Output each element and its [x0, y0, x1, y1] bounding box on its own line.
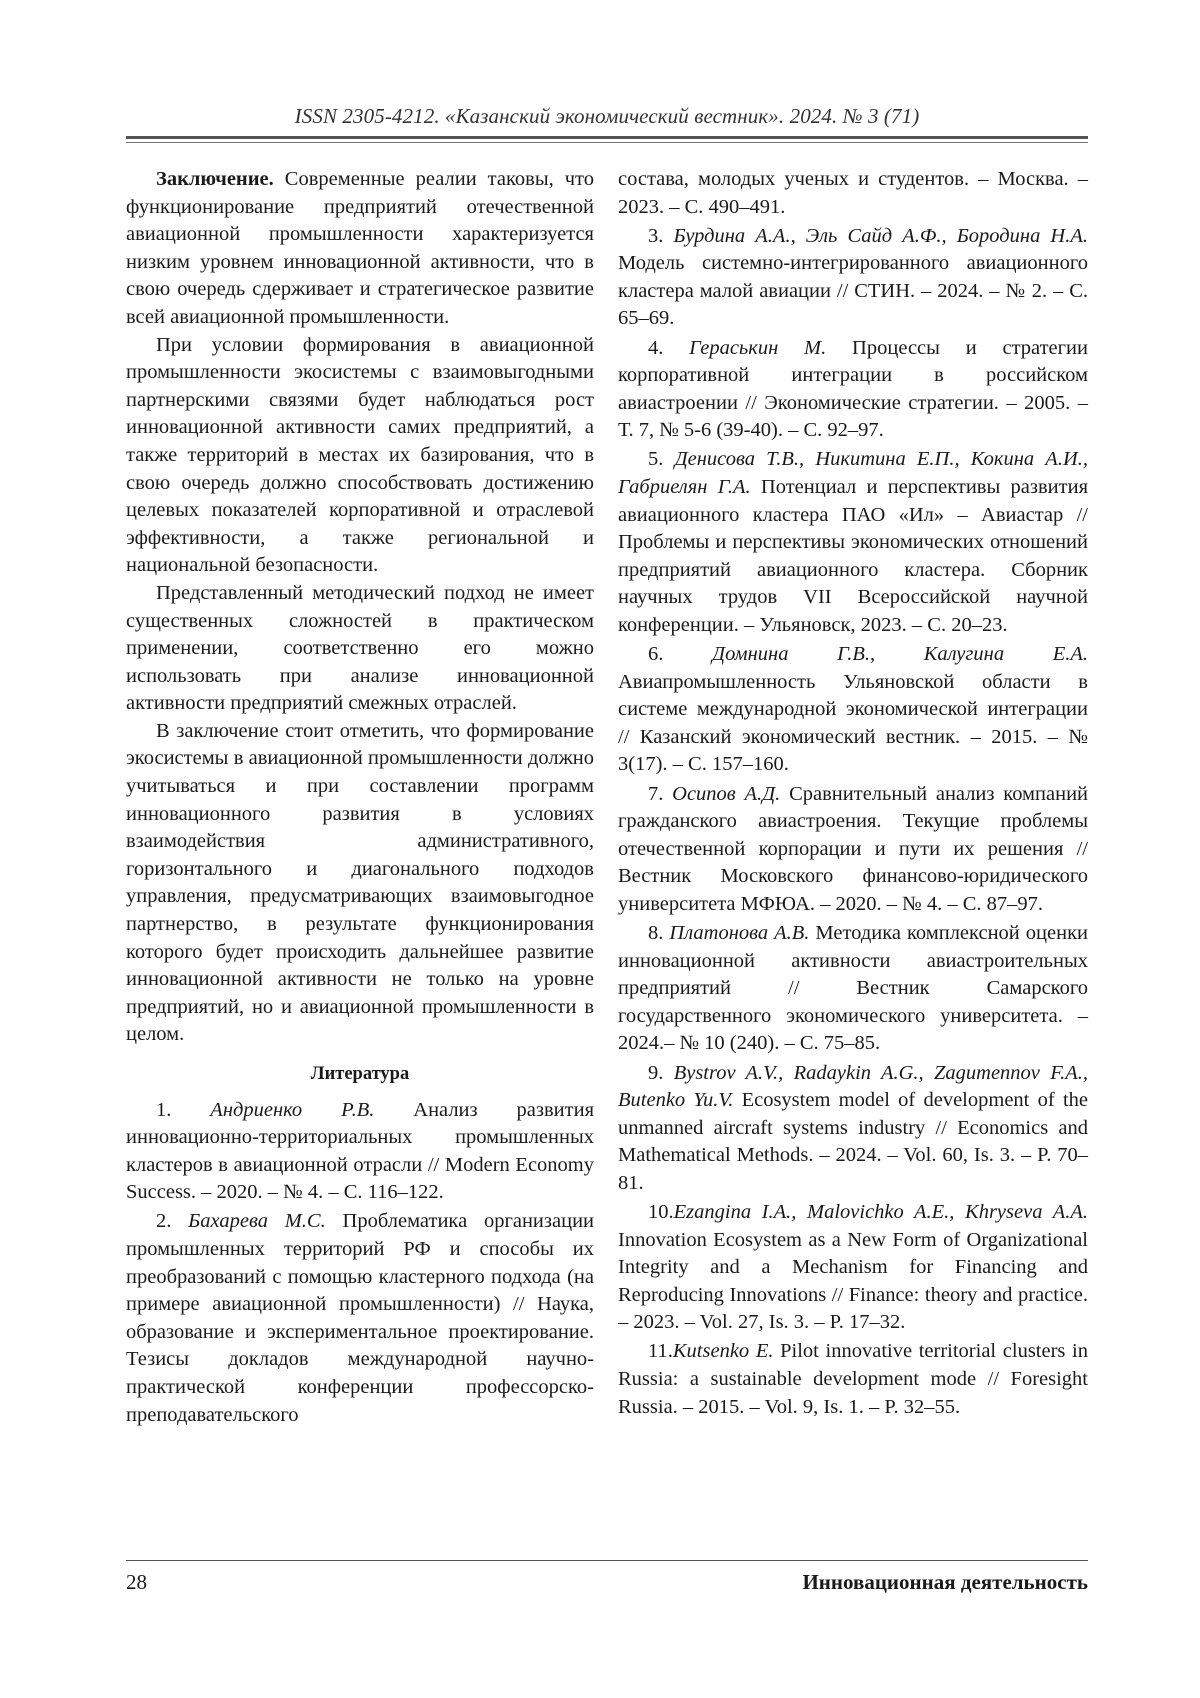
reference-text: Авиапромышленность Ульяновской области в системе международной экономической интеграции // Казанский экономический вестник. – 2015. – № 3(17). – С. 157–160.: [618, 670, 1088, 776]
reference-number: 9.: [648, 1061, 674, 1084]
reference-9: [618, 1060, 1088, 1198]
reference-text: Потенциал и перспективы развития авиационного кластера ПАО «Ил» – Авиастар // Проблемы и перспективы экономических отношений предприятий авиационного кластера. Сборник научных трудов VII Всероссийской научной конференции. – Ульяновск, 2023. – С. 20–23.: [618, 476, 1088, 636]
reference-authors: Осипов А.Д.: [672, 782, 781, 805]
left-column: [126, 166, 594, 1431]
reference-text: Innovation Ecosystem as a New Form of Organizational Integrity and a Mechanism for Financing and Reproducing Innovations // Finance: theory and practice. – 2023. – Vol. 27, Is. 3. – P. 17–32.: [618, 1228, 1088, 1334]
reference-number: 6.: [648, 643, 713, 666]
reference-text: Pilot innovative territorial clusters in Russia: a sustainable development mode // Foresight Russia. – 2015. – Vol. 9, Is. 1. – P. 32–55.: [618, 1340, 1088, 1418]
reference-2-continuation: состава, молодых ученых и студентов. – Москва. – 2023. – С. 490–491.: [618, 168, 1088, 218]
reference-authors: Bystrov A.V., Radaykin A.G., Zagumennov F.A., Butenko Yu.V.: [618, 1061, 1088, 1112]
reference-text: Проблематика организации промышленных территорий РФ и способы их преобразований с помощью кластерного подхода (на примере авиационной промышленности) // Наука, образование и экспериментальное проектирование. Тезисы докладов международной научно-практической конференции профессорско-преподавательского: [126, 1210, 595, 1426]
reference-7: [618, 781, 1088, 919]
reference-authors: Бурдина А.А., Эль Сайд А.Ф., Бородина Н.А.: [673, 224, 1089, 247]
header-rule-thick: [126, 136, 1088, 139]
reference-authors: Ezangina I.A., Malovichko A.E., Khryseva A.A.: [673, 1200, 1088, 1223]
reference-6: [618, 641, 1088, 779]
reference-number: 8.: [648, 922, 670, 945]
reference-number: 5.: [648, 448, 675, 471]
references-heading: Литература: [310, 1064, 410, 1084]
reference-10: [618, 1199, 1088, 1337]
reference-number: 11.: [648, 1340, 673, 1363]
reference-3: [618, 223, 1088, 333]
conclusion-lead: Заключение.: [156, 168, 274, 190]
reference-text: Ecosystem model of development of the unmanned aircraft systems industry // Economics and Mathematical Methods. – 2024. – Vol. 60, Is. 3. – P. 70–81.: [618, 1089, 1088, 1194]
section-title: Инновационная деятельность: [802, 1570, 1088, 1594]
reference-number: 7.: [648, 782, 673, 805]
reference-8: [618, 920, 1088, 1058]
reference-text: Методика комплексной оценки инновационной активности авиастроительных предприятий // Вестник Самарского государственного экономического университета. – 2024.– № 10 (240). – С. 75–85.: [618, 922, 1088, 1055]
reference-text: Анализ развития инновационно-территориальных промышленных кластеров в авиационной отрасли // Modern Economy Success. – 2020. – № 4. – С. 116–122.: [126, 1098, 595, 1204]
reference-authors: Денисова Т.В., Никитина Е.П., Кокина А.И., Габриелян Г.А.: [618, 448, 1089, 499]
reference-number: 10.: [648, 1200, 674, 1223]
page-number: 28: [126, 1570, 147, 1594]
reference-text: Процессы и стратегии корпоративной интеграции в российском авиастроении // Экономические стратегии. – 2005. – Т. 7, № 5-6 (39-40). – С. 92–97.: [618, 336, 1088, 442]
reference-11: [618, 1338, 1088, 1421]
reference-number: 4.: [648, 336, 690, 359]
reference-authors: Андриенко Р.В.: [210, 1098, 375, 1121]
conclusion-paragraph-3: Представленный методический подход не имеет существенных сложностей в практическом применении, соответственно его можно использовать при анализе инновационной активности предприятий смежных отраслей.: [126, 581, 594, 715]
conclusion-paragraph-1: [126, 166, 594, 332]
footer-rule: [126, 1560, 1088, 1561]
reference-number: 1.: [156, 1098, 211, 1121]
header-rule-thin: [126, 142, 1088, 143]
reference-text: Модель системно-интегрированного авиационного кластера малой авиации // СТИН. – 2024. – № 2. – С. 65–69.: [618, 252, 1088, 330]
conclusion-paragraph-4: В заключение стоит отметить, что формирование экосистемы в авиационной промышленности должно учитываться и при составлении программ инновационного развития в условиях взаимодействия административного, горизонтального и диагонального подходов управления, предусматривающих взаимовыгодное партнерство, в результате функционирования которого будет происходить дальнейшее развитие инновационной активности не только на уровне предприятий, но и авиационной промышленности в целом.: [126, 719, 594, 1046]
reference-authors: Платонова А.В.: [669, 922, 810, 945]
reference-authors: Бахарева М.С.: [188, 1210, 326, 1233]
reference-authors: Домнина Г.В., Калугина Е.А.: [712, 643, 1089, 666]
reference-number: 2.: [156, 1210, 189, 1233]
reference-authors: Kutsenko E.: [672, 1340, 774, 1363]
reference-5: [618, 446, 1088, 639]
reference-number: 3.: [648, 224, 674, 247]
reference-authors: Гераськин М.: [689, 336, 827, 359]
reference-text: Сравнительный анализ компаний гражданского авиастроения. Текущие проблемы отечественной корпорации и пути их решения // Вестник Московского финансово-юридического университета МФЮА. – 2020. – № 4. – С. 87–97.: [618, 782, 1089, 915]
running-header: ISSN 2305-4212. «Казанский экономический вестник». 2024. № 3 (71): [294, 104, 920, 128]
conclusion-paragraph-2: При условии формирования в авиационной промышленности экосистемы с взаимовыгодными партнерскими связями будет наблюдаться рост инновационной активности самих предприятий, а также территорий в местах их базирования, что в свою очередь должно способствовать достижению целевых показателей корпоративной и отраслевой эффективности, а также региональной и национальной безопасности.: [126, 333, 594, 577]
conclusion-p1-text: Современные реалии таковы, что функционирование предприятий отечественной авиационной промышленности характеризуется низким уровнем инновационной активности, что в свою очередь сдерживает и стратегическое развитие всей авиационной промышленности.: [126, 168, 594, 328]
reference-1: [126, 1097, 594, 1207]
right-column: [618, 166, 1088, 1423]
reference-2: [126, 1208, 594, 1429]
reference-4: [618, 335, 1088, 445]
